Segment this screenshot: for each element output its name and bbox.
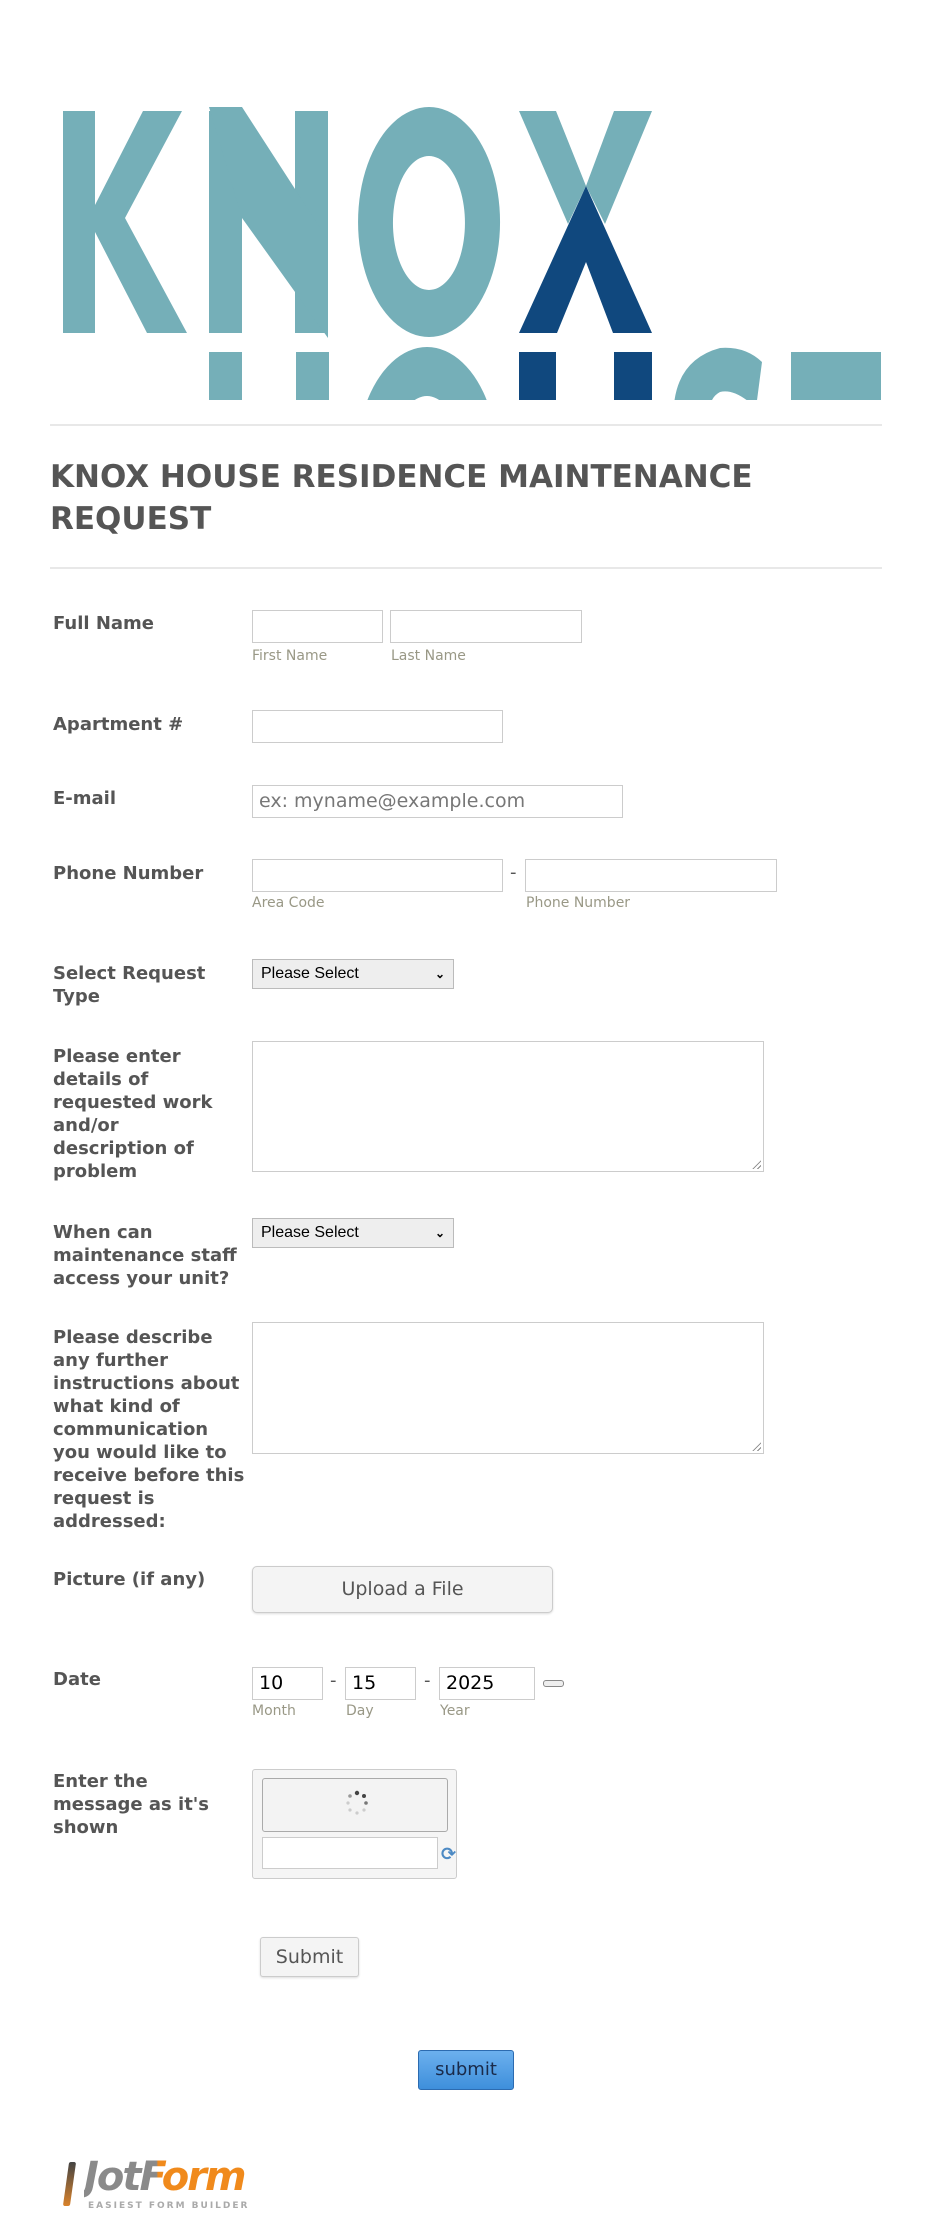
resize-grip-icon[interactable] xyxy=(751,1441,761,1451)
access-select[interactable] xyxy=(252,1218,454,1248)
jotform-tagline: EASIEST FORM BUILDER xyxy=(88,2201,250,2211)
submit-button[interactable]: Submit xyxy=(260,1937,359,1977)
refresh-icon[interactable]: ⟳ xyxy=(441,1844,457,1865)
first-name-input[interactable] xyxy=(252,610,383,643)
picture-label: Picture (if any) xyxy=(53,1569,206,1590)
jotform-wordmark: JotForm xyxy=(84,2154,245,2200)
divider xyxy=(50,424,882,426)
request-type-selected: Please Select xyxy=(261,965,359,982)
date-separator: - xyxy=(424,1670,431,1691)
month-sublabel: Month xyxy=(252,1703,296,1719)
resize-grip-icon[interactable] xyxy=(751,1159,761,1169)
first-name-sublabel: First Name xyxy=(252,648,328,664)
last-name-sublabel: Last Name xyxy=(391,648,466,664)
request-type-select[interactable] xyxy=(252,959,454,989)
captcha-input[interactable] xyxy=(262,1837,438,1869)
email-input[interactable]: ex: myname@example.com xyxy=(252,785,623,818)
jotform-logo[interactable] xyxy=(64,2154,264,2216)
last-name-input[interactable] xyxy=(390,610,582,643)
upload-file-button[interactable]: Upload a File xyxy=(252,1566,553,1613)
chevron-down-icon: ⌄ xyxy=(434,1226,445,1240)
year-sublabel: Year xyxy=(440,1703,470,1719)
phone-label: Phone Number xyxy=(53,863,204,884)
pencil-icon xyxy=(63,2162,76,2206)
phone-number-sublabel: Phone Number xyxy=(526,895,631,911)
date-separator: - xyxy=(330,1670,337,1691)
submit-button-secondary[interactable]: submit xyxy=(418,2050,514,2090)
day-sublabel: Day xyxy=(346,1703,374,1719)
chevron-down-icon: ⌄ xyxy=(434,967,445,981)
instructions-label: Please describe any further instructions about what kind of communication you would like to receive before this request is addressed: xyxy=(53,1327,245,1532)
access-selected: Please Select xyxy=(261,1224,359,1241)
area-code-sublabel: Area Code xyxy=(252,895,325,911)
divider xyxy=(50,567,882,569)
loading-spinner-icon xyxy=(343,1789,371,1819)
captcha-image xyxy=(262,1778,448,1832)
calendar-icon[interactable] xyxy=(543,1680,564,1687)
form-title: KNOX HOUSE RESIDENCE MAINTENANCE REQUEST xyxy=(50,459,753,537)
captcha-box xyxy=(252,1769,457,1879)
full-name-label: Full Name xyxy=(53,613,154,634)
day-input[interactable]: 15 xyxy=(345,1667,416,1700)
date-label: Date xyxy=(53,1669,101,1690)
apartment-label: Apartment # xyxy=(53,714,184,735)
access-label: When can maintenance staff access your unit? xyxy=(53,1222,237,1289)
year-input[interactable]: 2025 xyxy=(439,1667,535,1700)
month-input[interactable]: 10 xyxy=(252,1667,323,1700)
area-code-input[interactable] xyxy=(252,859,503,892)
email-label: E-mail xyxy=(53,788,117,809)
request-type-label: Select Request Type xyxy=(53,963,206,1007)
knox-house-logo xyxy=(0,0,930,400)
phone-number-input[interactable] xyxy=(525,859,777,892)
apartment-input[interactable] xyxy=(252,710,503,743)
instructions-textarea[interactable] xyxy=(252,1322,764,1454)
captcha-label: Enter the message as it's shown xyxy=(53,1771,210,1838)
details-label: Please enter details of requested work and/or description of problem xyxy=(53,1046,213,1182)
phone-separator: - xyxy=(510,862,517,883)
details-textarea[interactable] xyxy=(252,1041,764,1172)
